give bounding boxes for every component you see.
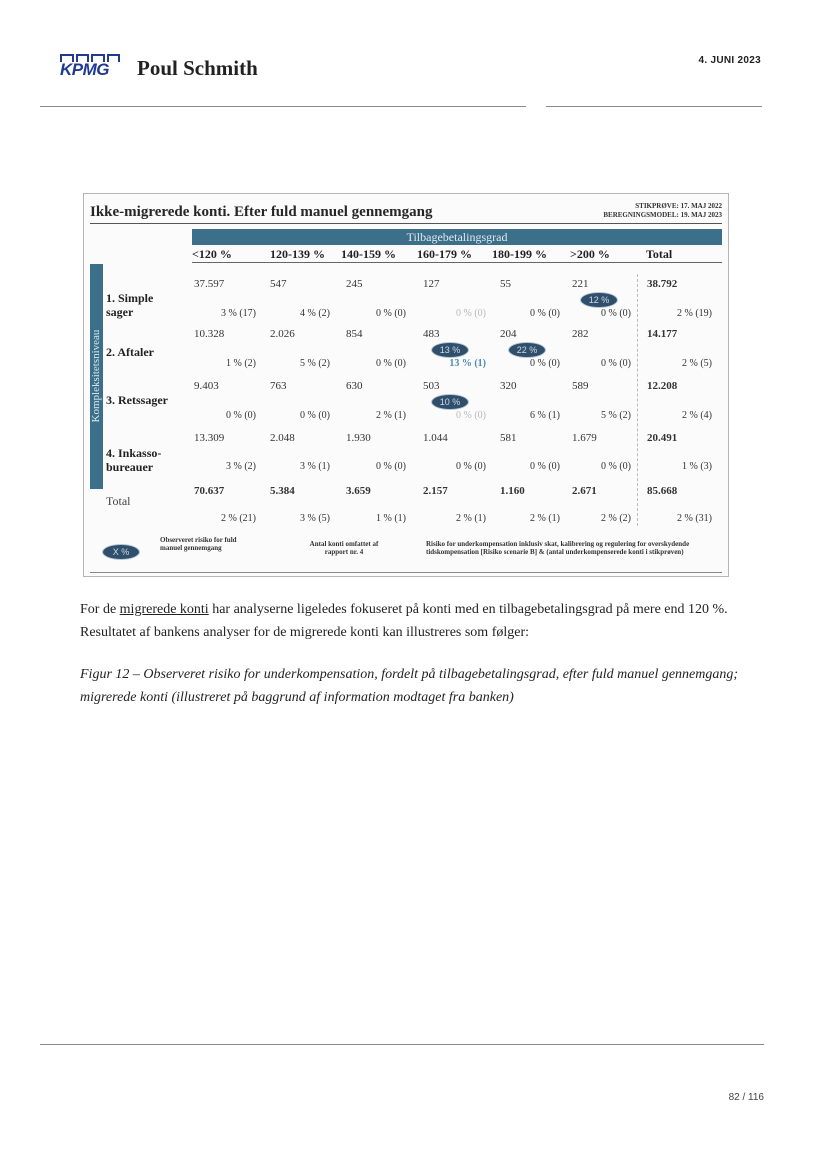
kpmg-logo [60,54,120,80]
account-count-cell: 320 [500,380,517,392]
account-count-cell: 2.026 [270,328,295,340]
account-count-cell: 547 [270,278,287,290]
logo-text: KPMG [60,60,109,79]
account-count-cell: 70.637 [194,485,225,497]
account-count-cell: 38.792 [647,278,678,290]
account-count-cell: 245 [346,278,363,290]
account-count-cell: 2.048 [270,432,295,444]
row-label-inkasso: 4. Inkasso-bureauer [106,446,162,474]
risk-percent-cell: 3 % (5) [300,513,330,524]
firm-name: Poul Schmith [137,56,258,80]
account-count-cell: 503 [423,380,440,392]
observed-risk-oval: 22 % [508,342,546,358]
header-rule-right [546,106,762,107]
document-date: 4. JUNI 2023 [698,55,761,66]
header-rule-left [40,106,526,107]
model-date: BEREGNINGSMODEL: 19. MAJ 2023 [603,211,722,219]
observed-risk-oval: 13 % [431,342,469,358]
paragraph-start: For de [80,602,120,617]
risk-percent-cell: 5 % (2) [300,358,330,369]
figure-title: Ikke-migrerede konti. Efter fuld manuel gennemgang [90,204,433,220]
account-count-cell: 221 [572,278,589,290]
risk-percent-cell: 6 % (1) [530,410,560,421]
risk-percent-cell: 2 % (1) [530,513,560,524]
risk-percent-cell: 2 % (31) [677,513,712,524]
page-number: 82 / 116 [728,1092,764,1103]
risk-percent-cell: 2 % (5) [682,358,712,369]
account-count-cell: 12.208 [647,380,678,392]
account-count-cell: 282 [572,328,589,340]
account-count-cell: 854 [346,328,363,340]
risk-percent-cell: 0 % (0) [530,358,560,369]
account-count-cell: 127 [423,278,440,290]
risk-percent-cell: 5 % (2) [601,410,631,421]
account-count-cell: 13.309 [194,432,225,444]
row-label-simple: 1. Simple sager [106,291,154,319]
column-header: <120 % [192,247,232,261]
risk-percent-cell: 0 % (0) [456,308,486,319]
paragraph-rest: har analyserne ligeledes fokuseret på konti med en tilbagebetalingsgrad på mere end 120 %. Resultatet af bankens analyser for de migrerede konti kan illustreres som følger: [80,602,728,640]
account-count-cell: 20.491 [647,432,678,444]
column-header: Total [646,247,673,261]
risk-percent-cell: 0 % (0) [601,308,631,319]
column-header-rule [192,262,722,263]
figure-title-rule [90,223,722,224]
risk-percent-cell: 0 % (0) [300,410,330,421]
risk-percent-cell: 0 % (0) [601,461,631,472]
column-header: 180-199 % [492,247,547,261]
risk-percent-cell: 3 % (17) [221,308,256,319]
column-header: 160-179 % [417,247,472,261]
account-count-cell: 10.328 [194,328,225,340]
risk-percent-cell: 0 % (0) [376,308,406,319]
account-count-cell: 581 [500,432,517,444]
column-group-header: Tilbagebetalingsgrad [192,229,722,245]
risk-percent-cell: 2 % (19) [677,308,712,319]
account-count-cell: 1.930 [346,432,371,444]
account-count-cell: 630 [346,380,363,392]
account-count-cell: 589 [572,380,589,392]
risk-percent-cell: 1 % (1) [376,513,406,524]
legend-oval: X % [102,544,140,560]
account-count-cell: 37.597 [194,278,225,290]
account-count-cell: 5.384 [270,485,295,497]
total-column-divider [637,274,639,526]
risk-percent-cell: 0 % (0) [530,461,560,472]
row-label-retssager: 3. Retssager [106,393,168,407]
risk-percent-cell: 2 % (21) [221,513,256,524]
account-count-cell: 2.157 [423,485,448,497]
risk-percent-cell: 1 % (2) [226,358,256,369]
risk-percent-cell: 13 % (1) [449,358,486,369]
legend-risk-note: Risiko for underkompensation inklusiv skat, kalibrering og regulering for overskydende tidskompensation [Risiko scenarie B] & (antal underkompenserede konti i stikprøven) [426,540,690,556]
column-header: 120-139 % [270,247,325,261]
risk-percent-cell: 2 % (4) [682,410,712,421]
risk-percent-cell: 3 % (1) [300,461,330,472]
risk-percent-cell: 3 % (2) [226,461,256,472]
column-header: 140-159 % [341,247,396,261]
account-count-cell: 1.044 [423,432,448,444]
row-label-aftaler: 2. Aftaler [106,345,154,359]
account-count-cell: 1.160 [500,485,525,497]
risk-percent-cell: 2 % (1) [376,410,406,421]
risk-percent-cell: 0 % (0) [376,461,406,472]
risk-percent-cell: 2 % (1) [456,513,486,524]
account-count-cell: 204 [500,328,517,340]
footer-rule [40,1044,764,1045]
account-count-cell: 763 [270,380,287,392]
body-paragraph [80,598,740,644]
risk-percent-cell: 0 % (0) [601,358,631,369]
risk-percent-cell: 4 % (2) [300,308,330,319]
risk-percent-cell: 1 % (3) [682,461,712,472]
risk-percent-cell: 2 % (2) [601,513,631,524]
figure-caption: Figur 12 – Observeret risiko for underkompensation, fordelt på tilbagebetalingsgrad, efter fuld manuel gennemgang; migrerede konti (illustreret på baggrund af information modtaget fra banken) [80,667,739,705]
legend-observed-risk: Observeret risiko for fuld manuel gennemgang [160,536,237,552]
account-count-cell: 14.177 [647,328,678,340]
migrated-accounts-term: migrerede konti [119,602,209,617]
risk-percent-cell: 0 % (0) [376,358,406,369]
figure-meta [603,202,722,220]
account-count-cell: 3.659 [346,485,371,497]
sample-date: STIKPRØVE: 17. MAJ 2022 [635,202,722,210]
risk-percent-cell: 0 % (0) [456,461,486,472]
row-label-total: Total [106,494,131,508]
account-count-cell: 9.403 [194,380,219,392]
observed-risk-oval: 10 % [431,394,469,410]
legend-accounts-covered: Antal konti omfattet af rapport nr. 4 [309,540,379,556]
risk-percent-cell: 0 % (0) [456,410,486,421]
account-count-cell: 483 [423,328,440,340]
side-axis-text: Kompleksitetsniveau [90,329,102,423]
account-count-cell: 2.671 [572,485,597,497]
observed-risk-oval: 12 % [580,292,618,308]
risk-percent-cell: 0 % (0) [530,308,560,319]
account-count-cell: 85.668 [647,485,678,497]
column-header: >200 % [570,247,610,261]
risk-percent-cell: 0 % (0) [226,410,256,421]
account-count-cell: 55 [500,278,511,290]
legend-bottom-rule [90,572,722,573]
risk-table-figure [83,193,729,577]
account-count-cell: 1.679 [572,432,597,444]
